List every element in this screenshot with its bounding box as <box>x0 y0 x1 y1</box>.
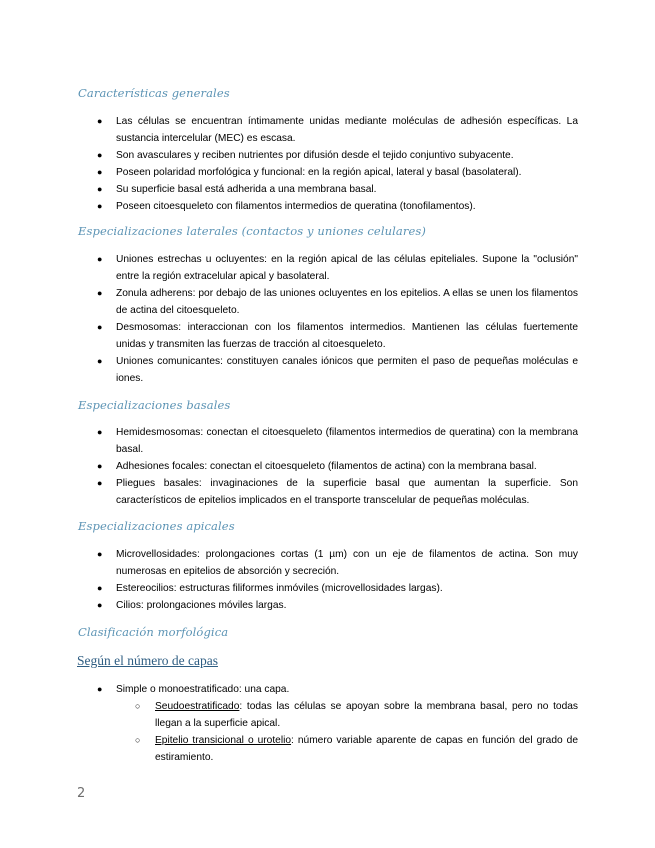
bullet-icon: ● <box>97 549 103 559</box>
list-item: ● Estereocilios: estructuras filiformes inmóviles (microvellosidades largas). <box>0 580 655 597</box>
list-morfologica <box>0 681 655 766</box>
bullet-icon: ● <box>97 427 103 437</box>
term-urotelio: Epitelio transicional o urotelio <box>155 735 292 746</box>
section-title-generales: Características generales <box>78 86 230 100</box>
section-title-apicales: Especializaciones apicales <box>78 519 235 533</box>
list-basales <box>0 424 655 509</box>
hollow-bullet-icon: ○ <box>135 701 141 711</box>
bullet-icon: ● <box>97 461 103 471</box>
list-item: ● Cilios: prolongaciones móviles largas. <box>0 597 655 614</box>
list-item: ● Simple o monoestratificado: una capa. <box>0 681 655 698</box>
page-number: 2 <box>77 786 86 801</box>
bullet-icon: ● <box>97 356 103 366</box>
list-item: ● Poseen polaridad morfológica y funcional: en la región apical, lateral y basal (basolateral). <box>0 164 655 181</box>
list-subitem: ○ Epitelio transicional o urotelio: número variable aparente de capas en función del grado de estiramiento. <box>0 732 655 766</box>
list-generales <box>0 113 655 215</box>
list-item: ● Uniones estrechas u ocluyentes: en la región apical de las células epiteliales. Supone la "oclusión" entre la región extracelular apical y basolateral. <box>0 251 655 285</box>
list-item: ● Poseen citoesqueleto con filamentos intermedios de queratina (tonofilamentos). <box>0 198 655 215</box>
list-apicales <box>0 546 655 614</box>
bullet-icon: ● <box>97 116 103 126</box>
bullet-icon: ● <box>97 478 103 488</box>
bullet-icon: ● <box>97 322 103 332</box>
list-item: ● Uniones comunicantes: constituyen canales iónicos que permiten el paso de pequeñas moléculas e iones. <box>0 353 655 387</box>
list-item: ● Las células se encuentran íntimamente unidas mediante moléculas de adhesión específicas. La sustancia intercelular (MEC) es escasa. <box>0 113 655 147</box>
bullet-icon: ● <box>97 254 103 264</box>
bullet-icon: ● <box>97 288 103 298</box>
section-title-laterales: Especializaciones laterales (contactos y uniones celulares) <box>78 224 426 238</box>
section-title-morfologica: Clasificación morfológica <box>78 625 229 639</box>
bullet-icon: ● <box>97 583 103 593</box>
list-item: ● Hemidesmosomas: conectan el citoesqueleto (filamentos intermedios de queratina) con la membrana basal. <box>0 424 655 458</box>
bullet-icon: ● <box>97 184 103 194</box>
subsection-title-capas: Según el número de capas <box>77 653 218 668</box>
list-laterales <box>0 251 655 387</box>
bullet-icon: ● <box>97 150 103 160</box>
list-item: ● Microvellosidades: prolongaciones cortas (1 µm) con un eje de filamentos de actina. Son muy numerosas en epitelios de absorción y secreción. <box>0 546 655 580</box>
list-item: ● Adhesiones focales: conectan el citoesqueleto (filamentos de actina) con la membrana basal. <box>0 458 655 475</box>
section-title-basales: Especializaciones basales <box>78 398 231 412</box>
list-item: ● Desmosomas: interaccionan con los filamentos intermedios. Mantienen las células fuertemente unidas y transmiten las fuerzas de tracción al citoesqueleto. <box>0 319 655 353</box>
bullet-icon: ● <box>97 600 103 610</box>
list-subitem: ○ Seudoestratificado: todas las células se apoyan sobre la membrana basal, pero no todas llegan a la superficie apical. <box>0 698 655 732</box>
bullet-icon: ● <box>97 684 103 694</box>
list-item: ● Pliegues basales: invaginaciones de la superficie basal que aumentan la superficie. Son característicos de epitelios implicados en el transporte transcelular de pequeñas moléculas. <box>0 475 655 509</box>
bullet-icon: ● <box>97 201 103 211</box>
hollow-bullet-icon: ○ <box>135 735 141 745</box>
list-item: ● Zonula adherens: por debajo de las uniones ocluyentes en los epitelios. A ellas se unen los filamentos de actina del citoesqueleto. <box>0 285 655 319</box>
list-item: ● Su superficie basal está adherida a una membrana basal. <box>0 181 655 198</box>
list-item: ● Son avasculares y reciben nutrientes por difusión desde el tejido conjuntivo subyacente. <box>0 147 655 164</box>
term-seudoestratificado: Seudoestratificado <box>155 701 240 712</box>
bullet-icon: ● <box>97 167 103 177</box>
